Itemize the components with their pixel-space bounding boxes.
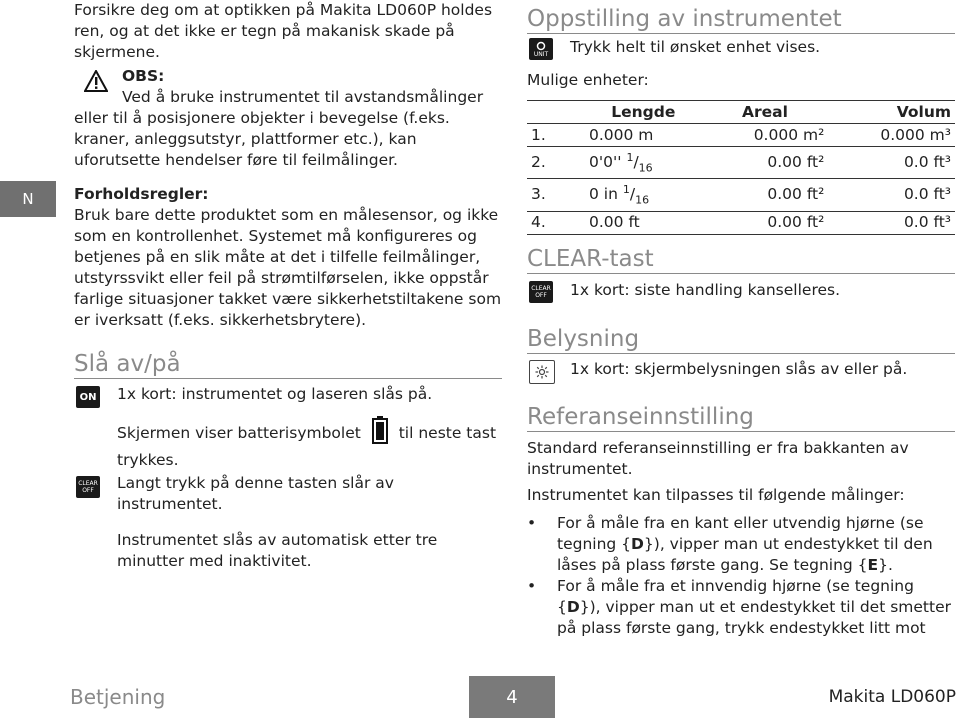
section-heading-lighting [527, 325, 955, 354]
lighting-text: 1x kort: skjermbelysningen slås av eller på. [570, 360, 908, 378]
row-length: 0 in $^1/_{16}$ [585, 179, 702, 211]
list-item [527, 576, 955, 639]
table-header-row [527, 101, 955, 124]
table-row [527, 147, 955, 179]
clear-key-icon [529, 281, 553, 303]
clear-key-bottom: OFF [535, 292, 547, 299]
clear-key-top: CLEAR [78, 480, 98, 487]
on-text: 1x kort: instrumentet og laseren slås på. [117, 385, 433, 403]
reference-bullet-list [527, 513, 955, 639]
warning-text: Ved å bruke instrumentet til avstandsmålinger eller til å posisjonere objekter i bevegelse (f.eks. kraner, anleggsutstyr, plattformer etc.), kan uforutsette hendelser føre til feilmålinger. [74, 88, 484, 169]
battery-text-b: til neste tast trykkes. [117, 424, 497, 469]
reference-p1: Standard referanseinnstilling er fra bakkanten av instrumentet. [527, 439, 909, 478]
possible-units-label: Mulige enheter: [527, 71, 649, 89]
row-length-main: 0'0'' [589, 153, 627, 172]
table-row [527, 211, 955, 234]
row-area: 0.00 ft² [702, 179, 829, 211]
row-index: 3. [527, 179, 585, 211]
bullet2-ref-d: D [566, 598, 580, 616]
clear-key-bottom: OFF [82, 487, 94, 494]
frac-numerator: 1 [626, 151, 634, 164]
row-area: 0.00 ft² [702, 211, 829, 234]
units-table [527, 100, 955, 235]
on-key-icon [76, 386, 100, 408]
section-heading-onoff [74, 350, 502, 379]
row-length: 0.000 m [585, 124, 702, 147]
precautions-text: Bruk bare dette produktet som en målesensor, og ikke som en kontrollenhet. Systemet må konfigureres og betjenes på en slik måte at det i tilfelle feilmålinger, utstyrssvikt eller feil på strømtilførselen, ikke oppstår farlige situasjoner takket være sikkerhetstiltakene som er iverksatt (f.eks. sikkerhetsbrytere). [74, 206, 502, 329]
row-area: 0.00 ft² [702, 147, 829, 179]
table-row [527, 179, 955, 211]
setup-heading: Oppstilling av instrumentet [527, 6, 842, 32]
row-index: 4. [527, 211, 585, 234]
sun-icon [535, 365, 549, 379]
lighting-heading: Belysning [527, 326, 640, 352]
bullet2-text-c: }), vipper man ut et endestykket til det smetter på plass første gang, trykk endestykket litt mot [557, 598, 951, 637]
section-heading-reference [527, 403, 955, 432]
frac-denominator: 16 [635, 193, 650, 207]
row-volume: 0.0 ft³ [828, 211, 955, 234]
light-key-icon [529, 360, 555, 384]
reference-p2: Instrumentet kan tilpasses til følgende målinger: [527, 486, 905, 504]
left-column [74, 0, 502, 63]
precautions-label: Forholdsregler: [74, 185, 209, 203]
unit-circle-icon [536, 41, 546, 51]
long-press-text: Langt trykk på denne tasten slår av instrumentet. [117, 474, 394, 513]
clear-text: 1x kort: siste handling kanselleres. [570, 281, 841, 299]
clear-heading: CLEAR-tast [527, 246, 654, 272]
battery-text-a: Skjermen viser batterisymbolet [117, 424, 361, 442]
table-header-length: Lengde [585, 101, 702, 124]
row-index: 2. [527, 147, 585, 179]
unit-key-label: UNIT [533, 50, 549, 58]
page-number: 4 [506, 686, 518, 708]
bullet1-text-a: For å måle fra en kant eller utvendig hjørne (se tegning { [557, 514, 924, 553]
row-area: 0.000 m² [702, 124, 829, 147]
footer-model: Makita LD060P [828, 687, 956, 707]
row-length: 0'0'' $^1/_{16}$ [585, 147, 702, 179]
setup-press-text: Trykk helt til ønsket enhet vises. [570, 38, 821, 56]
bullet2-text-a: For å måle fra et innvendig hjørne (se tegning { [557, 577, 914, 616]
language-tab-label: N [22, 189, 34, 208]
table-header-area: Areal [702, 101, 829, 124]
bullet1-text-c: }), vipper man ut endestykket til den låses på plass første gang. Se tegning { [557, 535, 933, 574]
table-row [527, 124, 955, 147]
section-heading-setup [527, 5, 955, 34]
footer-section: Betjening [70, 685, 166, 709]
frac-denominator: 16 [638, 161, 653, 175]
onoff-heading: Slå av/på [74, 351, 181, 377]
page-number-box [469, 676, 555, 718]
bullet1-ref-e: E [867, 556, 879, 574]
clear-off-key-icon [76, 476, 100, 498]
battery-paragraph [117, 416, 502, 471]
row-volume: 0.0 ft³ [828, 179, 955, 211]
unit-key-icon [529, 38, 553, 60]
auto-off-text: Instrumentet slås av automatisk etter tre minutter med inaktivitet. [117, 531, 438, 570]
row-length: 0.00 ft [585, 211, 702, 234]
row-volume: 0.0 ft³ [828, 147, 955, 179]
row-index: 1. [527, 124, 585, 147]
frac-numerator: 1 [622, 183, 630, 197]
bullet1-ref-d: D [631, 535, 644, 553]
bullet1-text-e: }. [878, 556, 893, 574]
on-key-label: ON [79, 391, 97, 403]
battery-icon [372, 416, 388, 450]
warning-label: OBS: [122, 67, 165, 85]
clear-key-top: CLEAR [531, 285, 551, 292]
intro-paragraph: Forsikre deg om at optikken på Makita LD060P holdes ren, og at det ikke er tegn på makanisk skade på skjermene. [74, 1, 493, 61]
table-header-index [527, 101, 585, 124]
row-volume: 0.000 m³ [828, 124, 955, 147]
language-tab [0, 181, 56, 217]
reference-heading: Referanseinnstilling [527, 404, 754, 430]
row-length-main: 0 in [589, 185, 623, 204]
section-heading-clear [527, 245, 955, 274]
table-header-volume: Volum [828, 101, 955, 124]
list-item [527, 513, 955, 576]
